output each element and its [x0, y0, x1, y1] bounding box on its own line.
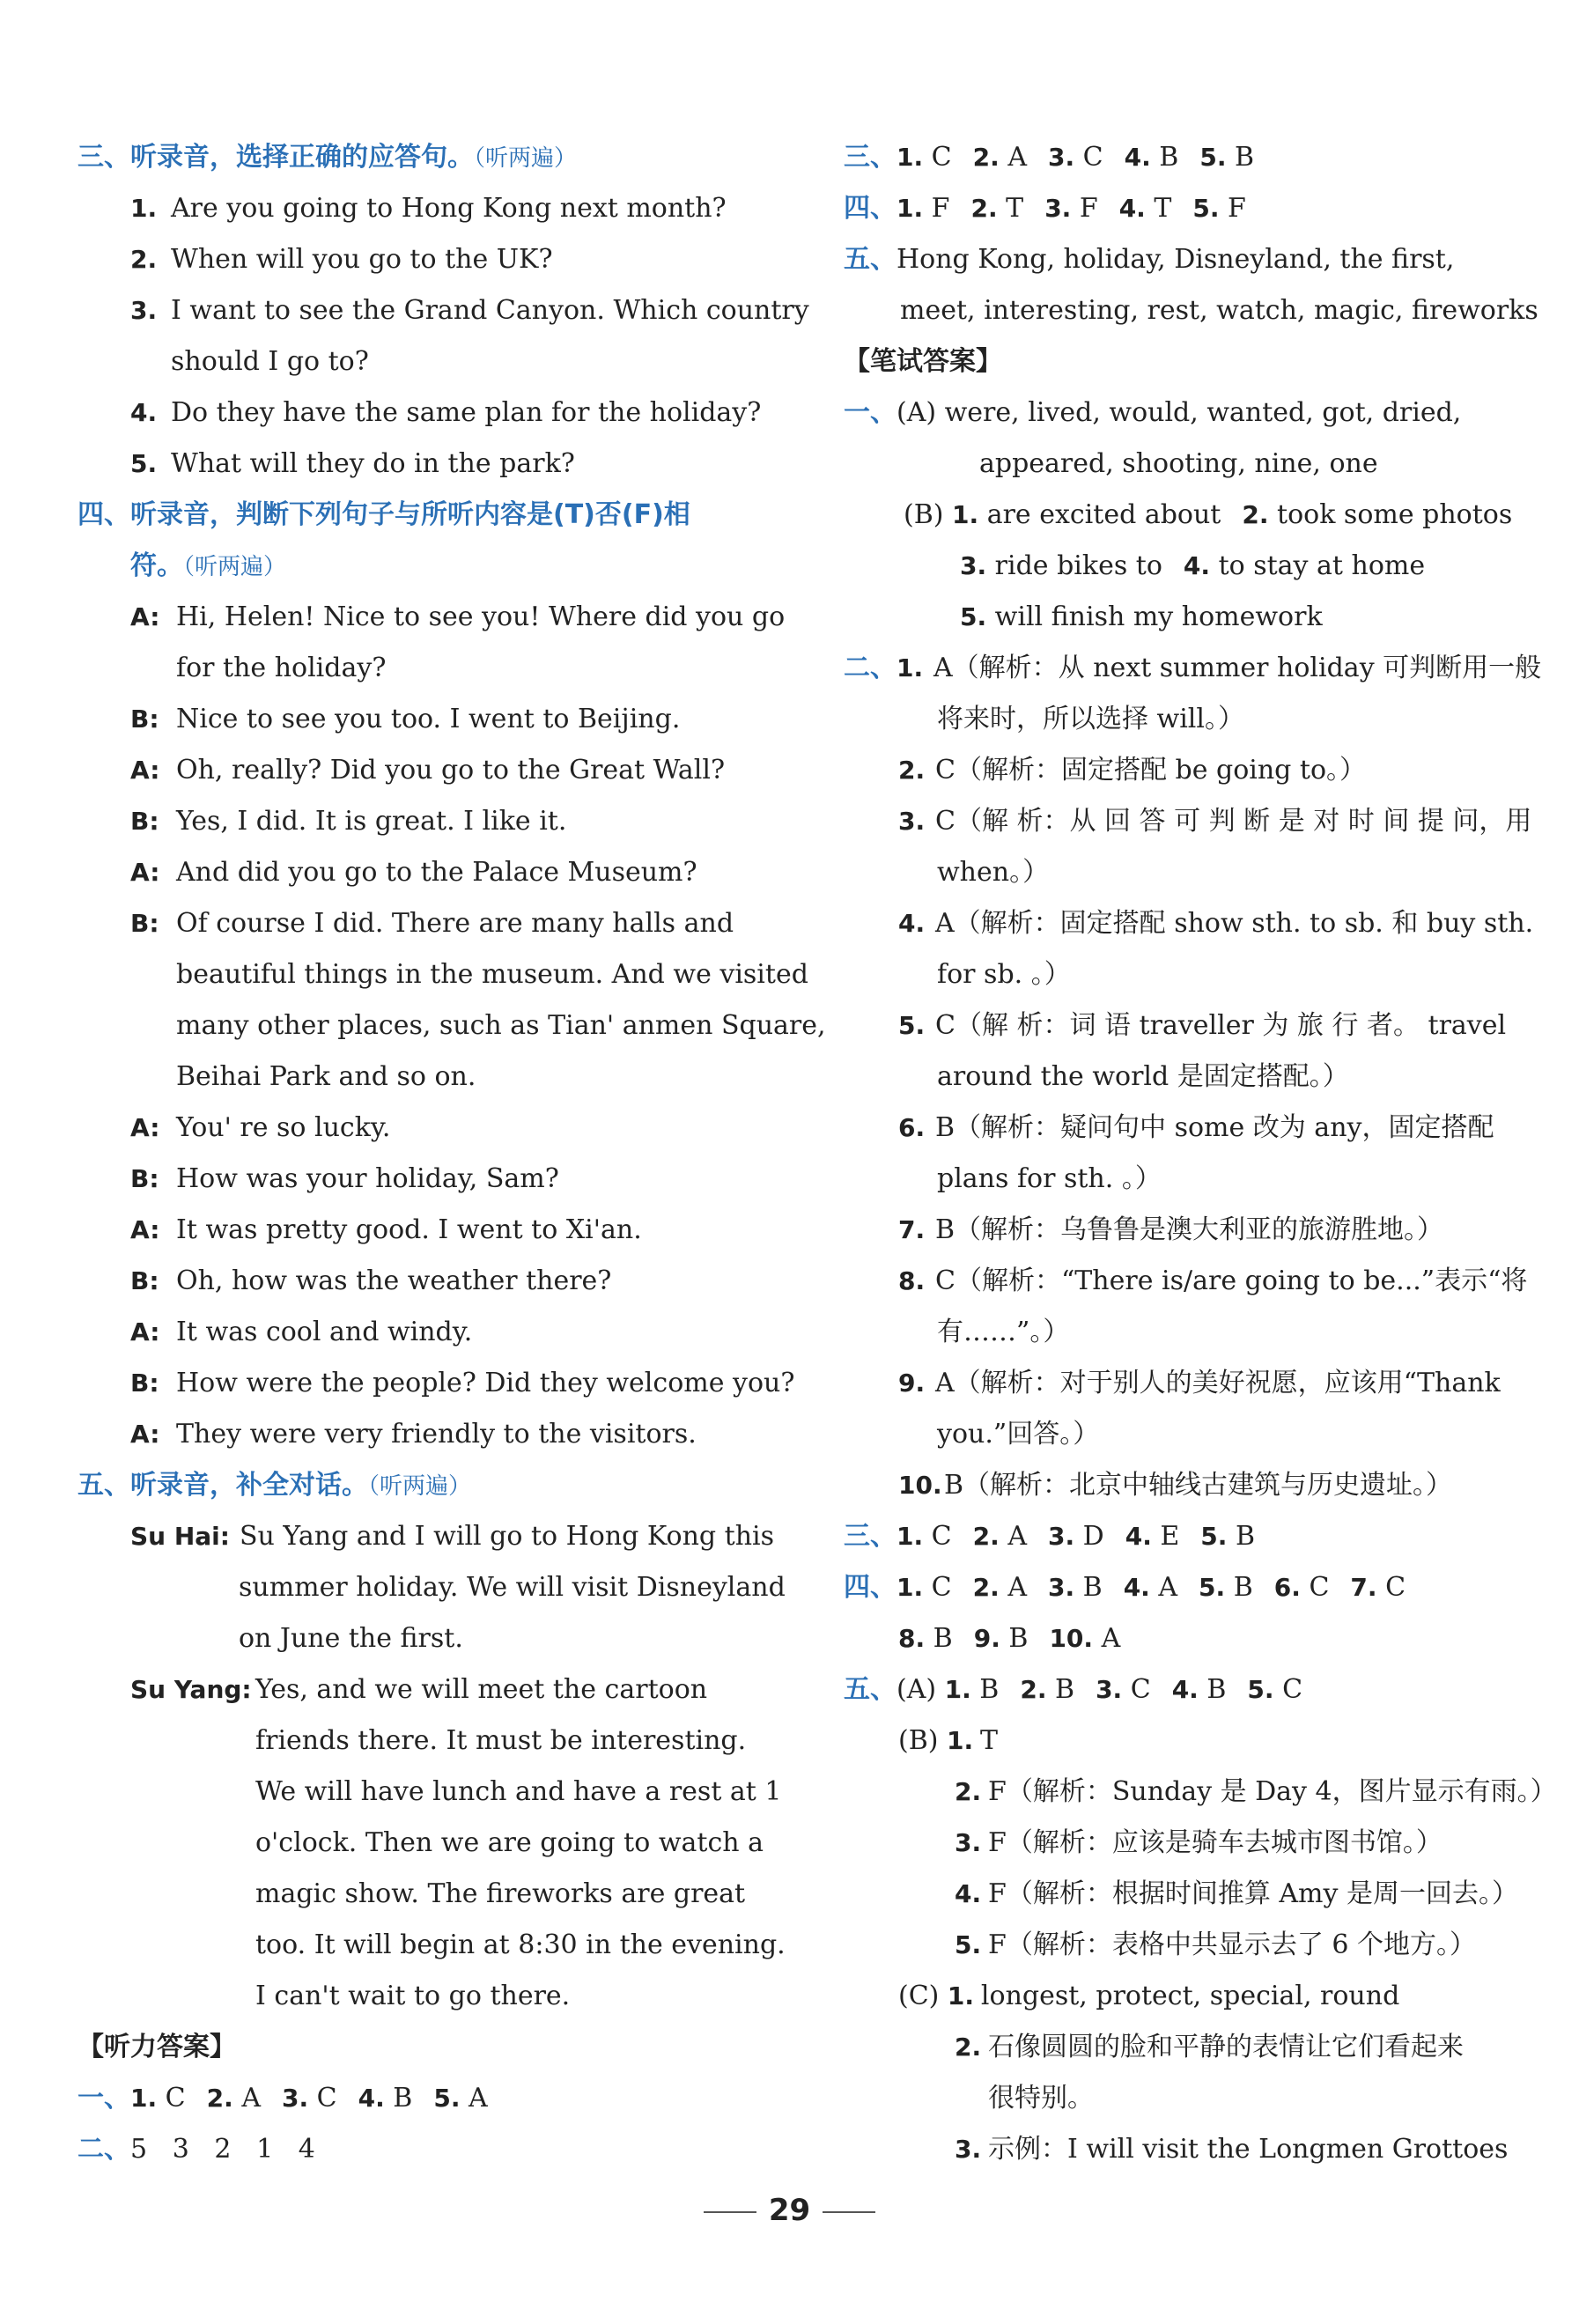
- answer-value: B: [933, 1623, 953, 1654]
- answer-number: 8.: [898, 1266, 926, 1295]
- answer-row: [844, 1664, 1548, 1715]
- answer-row: [844, 234, 1548, 285]
- answer-explanation: C（解析：固定搭配 be going to。）: [935, 755, 1367, 786]
- answer-row: [844, 1000, 1548, 1051]
- part-label: (A): [896, 1674, 937, 1705]
- answer-value: took some photos: [1277, 499, 1513, 530]
- answer-explanation: C（解析：“There is/are going to be...”表示“将: [935, 1265, 1528, 1296]
- section-marker: 二、: [77, 2134, 130, 2165]
- answer-row: [844, 1051, 1548, 1103]
- section-title: 三、听录音，选择正确的应答句。: [77, 142, 474, 173]
- question-text: When will you go to the UK?: [171, 244, 553, 275]
- answer-value: A: [241, 2083, 261, 2114]
- answer-row: [77, 2073, 782, 2124]
- answer-number: 10.: [898, 1471, 942, 1500]
- answer-number: 4.: [1125, 1522, 1152, 1551]
- speaker-label: B:: [130, 1369, 159, 1398]
- section-marker: 二、: [844, 653, 896, 683]
- answer-row: [844, 490, 1548, 541]
- answer-value: A: [1101, 1623, 1121, 1654]
- answer-row: [844, 1460, 1548, 1511]
- answer-row: [844, 387, 1548, 439]
- answer-explanation: A（解析：从 next summer holiday 可判断用一般: [933, 653, 1542, 683]
- answer-value: C: [1082, 142, 1103, 173]
- question-number: 1.: [130, 194, 158, 223]
- answer-explanation: B（解析：乌鲁鲁是澳大利亚的旅游胜地。）: [935, 1214, 1444, 1245]
- answer-row: [844, 2073, 1548, 2124]
- dialog-line: [77, 1051, 782, 1103]
- dialog-line: [77, 1920, 786, 1971]
- answer-row: [844, 439, 1548, 490]
- footer-dash-left: [704, 2211, 756, 2213]
- speaker-label: B:: [130, 1164, 159, 1193]
- section-title: 符。: [130, 550, 183, 581]
- answer-value: longest, protect, special, round: [980, 1981, 1400, 2011]
- dialog-text: It was cool and windy.: [176, 1317, 473, 1347]
- answer-explanation: F（解析：表格中共显示去了 6 个地方。）: [988, 1929, 1476, 1960]
- answer-row: [844, 285, 1548, 336]
- dialog-text: And did you go to the Palace Museum?: [176, 857, 697, 888]
- answer-number: 5.: [955, 1930, 982, 1959]
- answer-number: 2.: [206, 2084, 233, 2113]
- answer-number: 5.: [1192, 194, 1220, 223]
- answer-number: 1.: [952, 500, 979, 529]
- answer-number: 2.: [1020, 1675, 1047, 1704]
- dialog-line: [77, 1971, 782, 2022]
- written-answers-heading: 【笔试答案】: [844, 346, 1002, 377]
- dialog-line: [77, 1000, 826, 1051]
- question-number: 3.: [130, 296, 158, 325]
- answer-number: 4.: [898, 909, 926, 938]
- dialog-text: summer holiday. We will visit Disneyland: [239, 1572, 786, 1603]
- answer-number: 7.: [898, 1215, 926, 1244]
- answer-number: 4.: [1118, 194, 1146, 223]
- answer-number: 5.: [960, 602, 987, 631]
- dialog-text: Beihai Park and so on.: [176, 1061, 476, 1092]
- answer-value: B: [1235, 142, 1255, 173]
- dialog-line: [77, 1664, 782, 1715]
- dialog-text: Nice to see you too. I went to Beijing.: [176, 704, 681, 734]
- answer-row: [844, 1103, 1548, 1154]
- dialog-text: beautiful things in the museum. And we visited: [176, 959, 808, 990]
- answer-row: [844, 1511, 1548, 1562]
- answer-explanation: F（解析：Sunday 是 Day 4，图片显示有雨。）: [988, 1776, 1557, 1807]
- section-note: （听两遍）: [183, 554, 287, 580]
- answer-explanation: C（解 析：词 语 traveller 为 旅 行 者。 travel: [935, 1010, 1507, 1041]
- answer-row: [844, 796, 1548, 847]
- answer-number: 9.: [973, 1624, 1000, 1653]
- answer-number: 4.: [358, 2084, 385, 2113]
- answer-value: A: [1158, 1572, 1178, 1603]
- dialog-text: How was your holiday, Sam?: [176, 1163, 559, 1194]
- answer-value: B: [393, 2083, 413, 2114]
- answer-number: 1.: [896, 143, 924, 172]
- dialog-text: magic show. The fireworks are great: [255, 1878, 746, 1909]
- part-label: (C): [898, 1981, 940, 2011]
- answer-number: 3.: [1047, 1522, 1075, 1551]
- question-text: should I go to?: [171, 346, 369, 377]
- dialog-line: [77, 1358, 795, 1409]
- answer-number: 3.: [1047, 143, 1075, 172]
- answer-explanation: 有……”。）: [937, 1317, 1070, 1347]
- answer-number: 1.: [944, 1675, 971, 1704]
- dialog-line: [77, 949, 808, 1000]
- dialog-line: [77, 1103, 782, 1154]
- answer-value: C: [931, 1572, 952, 1603]
- answer-value: F: [1228, 193, 1246, 224]
- answer-value: 很特别。: [988, 2083, 1094, 2114]
- answer-number: 5.: [1199, 1573, 1226, 1602]
- answer-number: 2.: [972, 143, 1000, 172]
- answer-number: 4.: [1124, 143, 1151, 172]
- answer-number: 4.: [1123, 1573, 1150, 1602]
- dialog-line: [77, 643, 782, 694]
- answer-row: [844, 1358, 1548, 1409]
- answer-number: 1.: [896, 653, 924, 682]
- answer-number: 2.: [972, 1522, 1000, 1551]
- answer-number: 3.: [281, 2084, 309, 2113]
- dialog-line: [77, 898, 782, 949]
- speaker-label: A:: [130, 756, 160, 785]
- answer-value: B: [979, 1674, 1000, 1705]
- answer-value: Hong Kong, holiday, Disneyland, the first,: [896, 244, 1455, 275]
- answer-row: [844, 1256, 1548, 1307]
- answer-number: 3.: [955, 1828, 982, 1857]
- dialog-line: [77, 1715, 782, 1767]
- answer-row: [844, 1971, 1548, 2022]
- answer-explanation: C（解 析：从 回 答 可 判 断 是 对 时 间 提 问，用: [935, 806, 1532, 837]
- speaker-label: A:: [130, 1215, 160, 1244]
- dialog-line: [77, 1767, 782, 1818]
- answer-value: B: [1206, 1674, 1227, 1705]
- answer-number: 5.: [1247, 1675, 1274, 1704]
- answer-row: [844, 183, 1548, 234]
- answer-value: D: [1082, 1521, 1104, 1552]
- answer-row: [844, 132, 1548, 183]
- answer-row: [844, 1767, 1557, 1818]
- answer-number: 2.: [1242, 500, 1269, 529]
- answer-number: 5.: [1199, 143, 1227, 172]
- answer-explanation: around the world 是固定搭配。）: [937, 1061, 1349, 1092]
- footer-dash-right: [823, 2211, 875, 2213]
- dialog-text: They were very friendly to the visitors.: [176, 1419, 697, 1450]
- answer-row: [844, 2124, 1548, 2175]
- dialog-line: [77, 1613, 782, 1664]
- answer-number: 3.: [898, 807, 926, 836]
- answer-number: 1.: [896, 1573, 924, 1602]
- dialog-text: I can't wait to go there.: [255, 1981, 571, 2011]
- answer-row: [844, 1818, 1548, 1869]
- dialog-text: We will have lunch and have a rest at 1: [255, 1776, 782, 1807]
- answer-number: 5.: [433, 2084, 461, 2113]
- answer-value: C: [316, 2083, 337, 2114]
- answer-value: C: [1130, 1674, 1151, 1705]
- answer-value: T: [1006, 193, 1024, 224]
- section-4-heading-cont: [77, 541, 782, 592]
- question-text: What will they do in the park?: [171, 448, 575, 479]
- answer-row: [844, 847, 1548, 898]
- dialog-line: [77, 796, 782, 847]
- answer-number: 4.: [1171, 1675, 1199, 1704]
- answer-number: 1.: [896, 1522, 924, 1551]
- answer-row: [844, 1869, 1548, 1920]
- answer-value: C: [1282, 1674, 1303, 1705]
- question-line: [77, 336, 782, 387]
- section-marker: 五、: [844, 1674, 896, 1705]
- section-marker: 四、: [844, 1572, 896, 1603]
- answer-value: E: [1160, 1521, 1180, 1552]
- answer-number: 5.: [1200, 1522, 1228, 1551]
- part-label: (B): [904, 499, 944, 530]
- question-line: [77, 183, 782, 234]
- answer-row: [844, 1613, 1548, 1664]
- dialog-line: [77, 745, 782, 796]
- answer-number: 3.: [1047, 1573, 1075, 1602]
- answer-number: 2.: [955, 1777, 982, 1806]
- dialog-text: many other places, such as Tian' anmen Square,: [176, 1010, 826, 1041]
- answer-row: [844, 592, 1548, 643]
- part-label: (B): [898, 1725, 939, 1756]
- dialog-line: [77, 1154, 782, 1205]
- dialog-line: [77, 592, 786, 643]
- answer-number: 2.: [898, 756, 926, 785]
- speaker-label: Su Yang:: [130, 1675, 252, 1704]
- answer-row: [844, 694, 1548, 745]
- answer-row: [844, 1562, 1548, 1613]
- dialog-line: [77, 1205, 782, 1256]
- dialog-line: [77, 1307, 782, 1358]
- question-number: 2.: [130, 245, 158, 274]
- answer-value: B: [1082, 1572, 1103, 1603]
- section-marker: 三、: [844, 142, 896, 173]
- answer-value: A: [1007, 142, 1027, 173]
- section-marker: 四、: [844, 193, 896, 224]
- answer-value: ride bikes to: [994, 550, 1162, 581]
- listening-answers-heading: 【听力答案】: [77, 2032, 236, 2062]
- answer-row: [844, 1307, 1548, 1358]
- answer-number: 7.: [1350, 1573, 1377, 1602]
- answer-value: T: [1154, 193, 1172, 224]
- section-3-heading: [77, 132, 782, 183]
- answer-explanation: 将来时，所以选择 will。）: [937, 704, 1244, 734]
- section-marker: 一、: [77, 2083, 130, 2114]
- answer-explanation: F（解析：应该是骑车去城市图书馆。）: [988, 1827, 1442, 1858]
- dialog-text: too. It will begin at 8:30 in the evening.: [255, 1929, 786, 1960]
- answer-number: 1.: [947, 1726, 974, 1755]
- left-column: [77, 132, 826, 2175]
- dialog-line: [77, 694, 782, 745]
- dialog-text: Su Yang and I will go to Hong Kong this: [240, 1521, 775, 1552]
- question-line: [77, 234, 782, 285]
- answer-value: 石像圆圆的脸和平静的表情让它们看起来: [988, 2032, 1464, 2062]
- answer-explanation: plans for sth. 。）: [937, 1163, 1162, 1194]
- answer-number: 4.: [955, 1879, 982, 1908]
- answer-value: B: [1008, 1623, 1029, 1654]
- dialog-line: [77, 1562, 786, 1613]
- answer-row: [844, 1409, 1548, 1460]
- answer-row: [844, 2022, 1548, 2073]
- answer-explanation: A（解析：固定搭配 show sth. to sb. 和 buy sth.: [935, 908, 1534, 939]
- speaker-label: A:: [130, 1113, 160, 1142]
- section-marker: 五、: [844, 244, 896, 275]
- answer-number: 4.: [1183, 551, 1211, 580]
- dialog-text: Of course I did. There are many halls and: [176, 908, 734, 939]
- answer-value: B: [1055, 1674, 1075, 1705]
- answer-number: 9.: [898, 1369, 926, 1398]
- dialog-text: How were the people? Did they welcome you?: [176, 1368, 795, 1398]
- answer-row: [844, 898, 1548, 949]
- answer-value: A: [1007, 1572, 1027, 1603]
- dialog-text: o'clock. Then we are going to watch a: [255, 1827, 764, 1858]
- section-marker: 一、: [844, 397, 896, 428]
- dialog-text: Oh, how was the weather there?: [176, 1265, 612, 1296]
- section-note: （听两遍）: [474, 145, 578, 172]
- answer-value: C: [1309, 1572, 1330, 1603]
- dialog-line: [77, 1818, 782, 1869]
- dialog-text: for the holiday?: [176, 653, 387, 683]
- dialog-text: on June the first.: [239, 1623, 463, 1654]
- answer-value: C: [931, 1521, 952, 1552]
- answer-number: 1.: [130, 2084, 158, 2113]
- answer-number: 1.: [947, 1981, 975, 2010]
- answer-number: 2.: [970, 194, 998, 223]
- section-marker: 三、: [844, 1521, 896, 1552]
- answer-value: B: [1233, 1572, 1253, 1603]
- right-column: [844, 132, 1557, 2175]
- speaker-label: A:: [130, 858, 160, 887]
- answer-number: 1.: [896, 194, 924, 223]
- dialog-text: It was pretty good. I went to Xi'an.: [176, 1214, 642, 1245]
- answer-value: T: [980, 1725, 999, 1756]
- speaker-label: B:: [130, 1266, 159, 1295]
- answer-row: [844, 1920, 1548, 1971]
- answer-row: [844, 1154, 1548, 1205]
- speaker-label: B:: [130, 705, 159, 734]
- dialog-text: Yes, and we will meet the cartoon: [255, 1674, 708, 1705]
- answer-value: to stay at home: [1218, 550, 1426, 581]
- dialog-line: [77, 1869, 782, 1920]
- dialog-line: [77, 1409, 782, 1460]
- section-4-heading: [77, 490, 782, 541]
- answer-row: [844, 745, 1548, 796]
- dialog-line: [77, 1256, 782, 1307]
- dialog-text: Oh, really? Did you go to the Great Wall?: [176, 755, 726, 786]
- question-line: [77, 439, 782, 490]
- question-text: I want to see the Grand Canyon. Which country: [171, 295, 809, 326]
- answer-number: 3.: [1096, 1675, 1123, 1704]
- answer-value: A: [469, 2083, 488, 2114]
- section-title: 四、听录音，判断下列句子与所听内容是(T)否(F)相: [77, 499, 690, 530]
- section-title: 五、听录音，补全对话。: [77, 1470, 368, 1501]
- dialog-text: Yes, I did. It is great. I like it.: [176, 806, 567, 837]
- answer-explanation: B（解析：疑问句中 some 改为 any，固定搭配: [935, 1112, 1494, 1143]
- answer-number: 2.: [955, 2033, 982, 2062]
- answer-explanation: B（解析：北京中轴线古建筑与历史遗址。）: [944, 1470, 1453, 1501]
- question-text: Do they have the same plan for the holiday?: [171, 397, 762, 428]
- speaker-label: A:: [130, 1420, 160, 1449]
- answer-value: B: [1235, 1521, 1256, 1552]
- dialog-line: [77, 1511, 782, 1562]
- answer-number: 3.: [955, 2135, 982, 2164]
- answer-value: C: [165, 2083, 186, 2114]
- answer-value: A: [1007, 1521, 1027, 1552]
- answer-explanation: F（解析：根据时间推算 Amy 是周一回去。）: [988, 1878, 1518, 1909]
- question-number: 4.: [130, 398, 158, 427]
- part-label: (A): [896, 397, 937, 428]
- answer-number: 6.: [1273, 1573, 1301, 1602]
- speaker-label: B:: [130, 909, 159, 938]
- answer-value: B: [1159, 142, 1179, 173]
- page-footer: [0, 2193, 1579, 2228]
- answer-row: [844, 541, 1548, 592]
- answer-value: meet, interesting, rest, watch, magic, fireworks: [900, 295, 1538, 326]
- answer-row: [844, 643, 1548, 694]
- answer-value: were, lived, would, wanted, got, dried,: [944, 397, 1462, 428]
- question-line: [77, 285, 809, 336]
- answer-explanation: for sb. 。）: [937, 959, 1071, 990]
- dialog-line: [77, 847, 782, 898]
- answer-explanation: A（解析：对于别人的美好祝愿，应该用“Thank: [935, 1368, 1501, 1398]
- answer-number: 2.: [972, 1573, 1000, 1602]
- answer-value: appeared, shooting, nine, one: [979, 448, 1378, 479]
- answer-value: will finish my homework: [994, 601, 1323, 632]
- answer-value: C: [1385, 1572, 1406, 1603]
- answer-row: [844, 949, 1548, 1000]
- answer-number: 3.: [1044, 194, 1072, 223]
- answer-number: 8.: [898, 1624, 926, 1653]
- answer-row: [77, 2124, 782, 2175]
- answer-value: are excited about: [986, 499, 1221, 530]
- question-number: 5.: [130, 449, 158, 478]
- dialog-text: You' re so lucky.: [176, 1112, 391, 1143]
- page-number: 29: [768, 2193, 811, 2228]
- answer-value: F: [931, 193, 950, 224]
- dialog-text: Hi, Helen! Nice to see you! Where did you go: [176, 601, 786, 632]
- question-text: Are you going to Hong Kong next month?: [171, 193, 727, 224]
- speaker-label: A:: [130, 1317, 160, 1346]
- answer-row: [844, 1715, 1548, 1767]
- answer-value: 示例：I will visit the Longmen Grottoes: [988, 2134, 1509, 2165]
- answer-value: 5 3 2 1 4: [130, 2134, 315, 2165]
- answer-explanation: you.”回答。）: [937, 1419, 1100, 1450]
- section-note: （听两遍）: [368, 1473, 472, 1500]
- speaker-label: A:: [130, 602, 160, 631]
- answer-number: 5.: [898, 1011, 926, 1040]
- question-line: [77, 387, 782, 439]
- answer-row: [844, 1205, 1548, 1256]
- speaker-label: Su Hai:: [130, 1522, 230, 1551]
- answer-number: 3.: [960, 551, 987, 580]
- speaker-label: B:: [130, 807, 159, 836]
- section-5-heading: [77, 1460, 782, 1511]
- answer-number: 6.: [898, 1113, 926, 1142]
- answer-explanation: when。）: [937, 857, 1050, 888]
- dialog-text: friends there. It must be interesting.: [255, 1725, 747, 1756]
- answer-number: 10.: [1049, 1624, 1094, 1653]
- answer-value: C: [931, 142, 952, 173]
- answer-value: F: [1079, 193, 1098, 224]
